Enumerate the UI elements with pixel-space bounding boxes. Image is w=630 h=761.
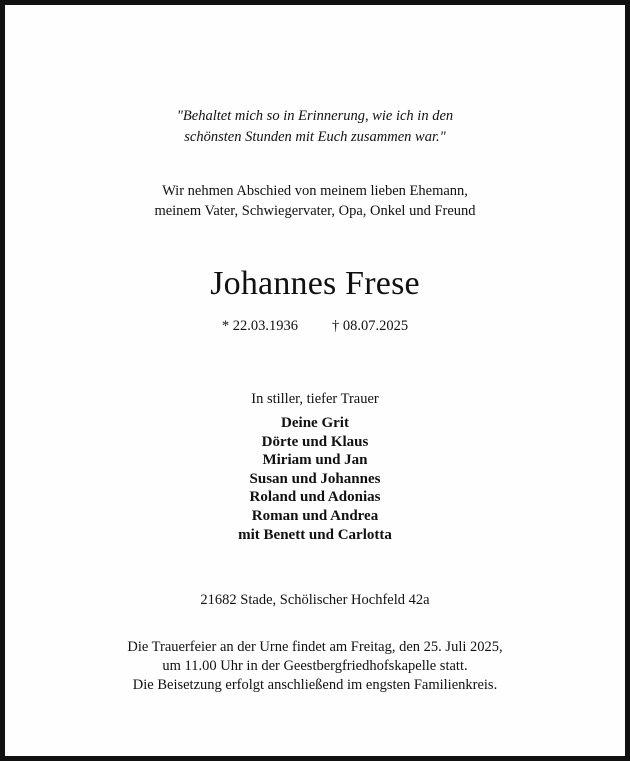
life-dates xyxy=(0,316,630,336)
intro-line: Wir nehmen Abschied von meinem lieben Ehemann, xyxy=(162,183,468,199)
ceremony-line: Die Trauerfeier an der Urne findet am Freitag, den 25. Juli 2025, xyxy=(127,639,503,655)
family-member: Susan und Johannes xyxy=(249,470,381,487)
family-member: Deine Grit xyxy=(281,415,349,431)
deceased-name: Johannes Frese xyxy=(210,265,420,302)
intro-line: meinem Vater, Schwiegervater, Opa, Onkel und Freund xyxy=(154,203,476,219)
family-list xyxy=(0,414,630,544)
family-member: mit Benett und Carlotta xyxy=(238,526,392,543)
family-member: Miriam und Jan xyxy=(262,452,368,469)
family-member: Roland und Adonias xyxy=(249,489,381,506)
address: 21682 Stade, Schölischer Hochfeld 42a xyxy=(200,592,430,608)
quote xyxy=(0,106,630,148)
ceremony-line: um 11.00 Uhr in der Geestbergfriedhofskapelle statt. xyxy=(162,658,468,674)
farewell-intro xyxy=(0,181,630,221)
quote-line: schönsten Stunden mit Euch zusammen war." xyxy=(184,129,446,145)
quote-line: "Behaltet mich so in Erinnerung, wie ich in den xyxy=(176,108,454,124)
family-member: Roman und Andrea xyxy=(251,507,379,524)
ceremony-line: Die Beisetzung erfolgt anschließend im engsten Familienkreis. xyxy=(132,677,498,693)
mourning-text: In stiller, tiefer Trauer xyxy=(251,391,379,407)
death-date: † 08.07.2025 xyxy=(332,318,409,334)
ceremony-info xyxy=(0,638,630,695)
birth-date: * 22.03.1936 xyxy=(221,318,298,334)
family-member: Dörte und Klaus xyxy=(261,433,369,450)
